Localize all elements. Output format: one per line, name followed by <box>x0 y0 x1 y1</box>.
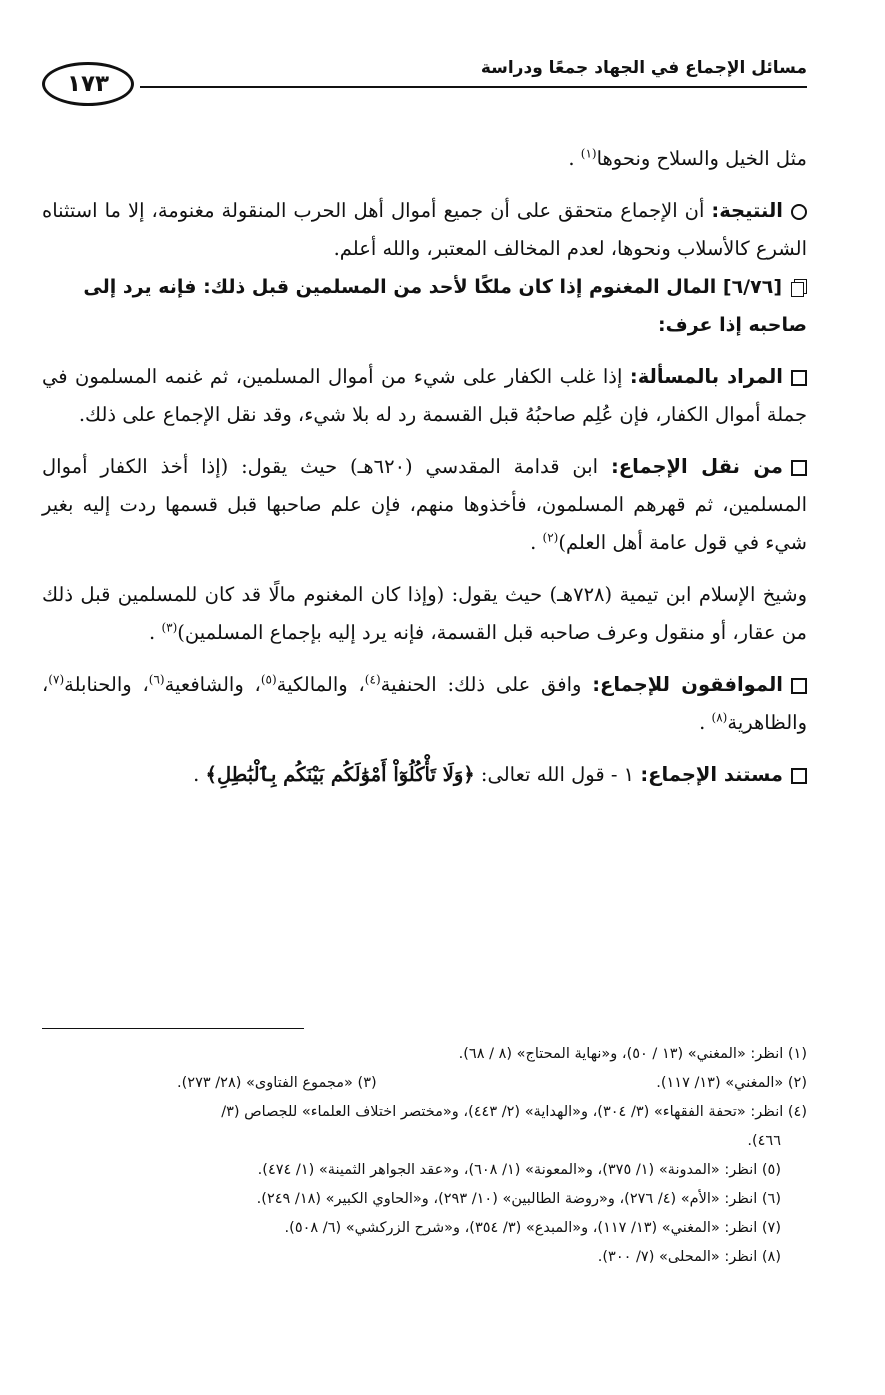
main-text <box>42 140 807 794</box>
running-title: مسائل الإجماع في الجهاد جمعًا ودراسة <box>480 58 807 78</box>
quran-verse: ﴿وَلَا تَأْكُلُوٓاْ أَمْوَٰلَكُم بَيْنَكُم بِٱلْبَٰطِلِ﴾ <box>205 763 475 786</box>
footnote-8: (٨) انظر: «المحلى» (٧/ ٣٠٠). <box>597 1249 781 1265</box>
section-heading: [٦/٧٦] المال المغنوم إذا كان ملكًا لأحد من المسلمين قبل ذلك: فإنه يرد إلى صاحبه إذا عرف: <box>83 276 807 336</box>
paragraph-transmitters: من نقل الإجماع: ابن قدامة المقدسي (٦٢٠هـ) حيث يقول: (إذا أخذ الكفار أموال المسلمين، ثم قهرهم المسلمون، فأخذوها منهم، فإن علم صاحبها قبل قسمها ردت إليه بغير شيء في قول عامة أهل العلم)$^{(٢)}$ . <box>42 455 807 554</box>
footnote-ref: (١) <box>580 146 597 161</box>
footnote-7: (٧) انظر: «المغني» (١٣/ ١١٧)، و«المبدع» (٣/ ٣٥٤)، و«شرح الزركشي» (٦/ ٥٠٨). <box>284 1220 781 1236</box>
square-bullet-icon <box>791 768 807 784</box>
square-bullet-icon <box>791 370 807 386</box>
paragraph-result: النتيجة: أن الإجماع متحقق على أن جميع أموال أهل الحرب المنقولة مغنومة، إلا ما استثناه الشرع كالأسلاب ونحوها، لعدم المخالف المعتبر، والله أعلم. <box>42 199 807 260</box>
footnote-separator <box>42 1028 304 1029</box>
lead-term: من نقل الإجماع: <box>610 455 783 478</box>
footnote-ref: (٧) <box>48 672 65 687</box>
footnote-6: (٦) انظر: «الأم» (٤/ ٢٧٦)، و«روضة الطالبين» (١٠/ ٢٩٣)، و«الحاوي الكبير» (١٨/ ٢٤٩). <box>256 1191 781 1207</box>
lead-term: مستند الإجماع: <box>640 763 783 786</box>
paragraph-agreeing: الموافقون للإجماع: وافق على ذلك: الحنفية$^{(٤)}$، والمالكية$^{(٥)}$، والشافعية$^{(٦)}$، والحنابلة$^{(٧)}$، والظاهرية$^{(٨)}$ . <box>42 672 807 734</box>
paragraph-meaning: المراد بالمسألة: إذا غلب الكفار على شيء من أموال المسلمين، ثم غنمه المسلمون في جملة أموال الكفار، فإن عُلِم صاحبُهُ قبل القسمة رد له بلا شيء، وقد نقل الإجماع على ذلك. <box>42 365 807 426</box>
footnote-ref: (٥) <box>260 672 277 687</box>
footnote-1: (١) انظر: «المغني» (١٣ / ٥٠)، و«نهاية المحتاج» (٨ / ٦٨). <box>458 1046 807 1062</box>
paragraph-basis: مستند الإجماع: ١ - قول الله تعالى: ﴿وَلَا تَأْكُلُوٓاْ أَمْوَٰلَكُم بَيْنَكُم بِٱلْبَٰطِلِ﴾ . <box>42 756 807 794</box>
footnote-ref: (٢) <box>542 530 559 545</box>
page-number: ١٧٣ <box>42 62 134 106</box>
square-bullet-icon <box>791 460 807 476</box>
footnote-ref: (٣) <box>161 620 178 635</box>
footnote-4: (٤) انظر: «تحفة الفقهاء» (٣/ ٣٠٤)، و«الهداية» (٢/ ٤٤٣)، و«مختصر اختلاف العلماء» للجصاص (٣/ <box>221 1104 807 1120</box>
footnote-2: (٢) «المغني» (١٣/ ١١٧). <box>656 1075 807 1091</box>
circle-bullet-icon <box>791 204 807 220</box>
footnote-ref: (٦) <box>148 672 165 687</box>
header-rule <box>140 86 807 88</box>
paragraph-ibn-taymiyyah: وشيخ الإسلام ابن تيمية (٧٢٨هـ) حيث يقول: (وإذا كان المغنوم مالًا قد كان للمسلمين قبل ذلك من عقار، أو منقول وعرف صاحبه قبل القسمة، فإنه يرد إليه بإجماع المسلمين)$^{(٣)}$ . <box>42 583 807 644</box>
documents-icon <box>792 279 807 296</box>
footnote-4-continuation: ٤٦٦). <box>747 1133 781 1149</box>
footnote-5: (٥) انظر: «المدونة» (١/ ٣٧٥)، و«المعونة» (١/ ٦٠٨)، و«عقد الجواهر الثمينة» (١/ ٤٧٤). <box>257 1162 781 1178</box>
paragraph-continuation: مثل الخيل والسلاح ونحوها$^{(١)}$ . <box>568 146 807 170</box>
lead-term: المراد بالمسألة: <box>629 365 783 388</box>
square-bullet-icon <box>791 678 807 694</box>
lead-term: النتيجة: <box>711 199 783 222</box>
lead-term: الموافقون للإجماع: <box>592 673 783 696</box>
footnote-row <box>177 1069 807 1098</box>
footnote-ref: (٤) <box>364 672 381 687</box>
footnotes <box>42 1040 807 1272</box>
footnote-3: (٣) «مجموع الفتاوى» (٢٨/ ٢٧٣). <box>177 1075 377 1091</box>
footnote-ref: (٨) <box>711 710 728 725</box>
